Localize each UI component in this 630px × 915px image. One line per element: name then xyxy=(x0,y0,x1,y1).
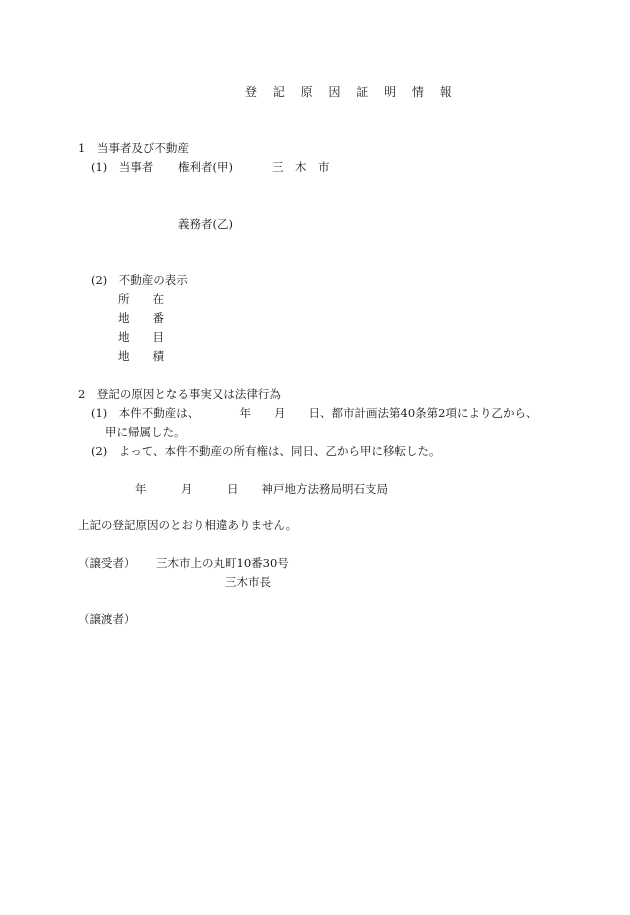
property-field-location: 所 在 xyxy=(118,292,164,306)
property-label: (2) 不動産の表示 xyxy=(91,273,188,287)
transferee-name: 三木市長 xyxy=(225,575,271,589)
property-field-lot-number: 地 番 xyxy=(118,311,164,325)
document-title: 登 記 原 因 証 明 情 報 xyxy=(245,85,458,99)
property-field-land-category: 地 目 xyxy=(118,330,164,344)
transferee-label: （譲受者） xyxy=(78,556,136,570)
transferee-address: 三木市上の丸町10番30号 xyxy=(156,556,289,570)
section-1-heading: 1 当事者及び不動産 xyxy=(78,141,189,155)
obligee-label: 権利者(甲) xyxy=(178,160,233,174)
parties-label: (1) 当事者 xyxy=(91,160,154,174)
transferor-label: （譲渡者） xyxy=(78,612,136,626)
obligor-label: 義務者(乙) xyxy=(178,217,233,231)
section-2-item-2: (2) よって、本件不動産の所有権は、同日、乙から甲に移転した。 xyxy=(91,444,441,458)
obligee-value: 三 木 市 xyxy=(272,160,330,174)
section-2-item-1-line-2: 甲に帰属した。 xyxy=(105,425,186,439)
section-2-item-1-line-1: (1) 本件不動産は、 年 月 日、都市計画法第40条第2項により乙から、 xyxy=(91,406,538,420)
date-and-office-line: 年 月 日 神戸地方法務局明石支局 xyxy=(135,482,388,496)
section-2-heading: 2 登記の原因となる事実又は法律行為 xyxy=(78,387,281,401)
confirmation-statement: 上記の登記原因のとおり相違ありません。 xyxy=(78,518,298,532)
property-field-area: 地 積 xyxy=(118,349,164,363)
